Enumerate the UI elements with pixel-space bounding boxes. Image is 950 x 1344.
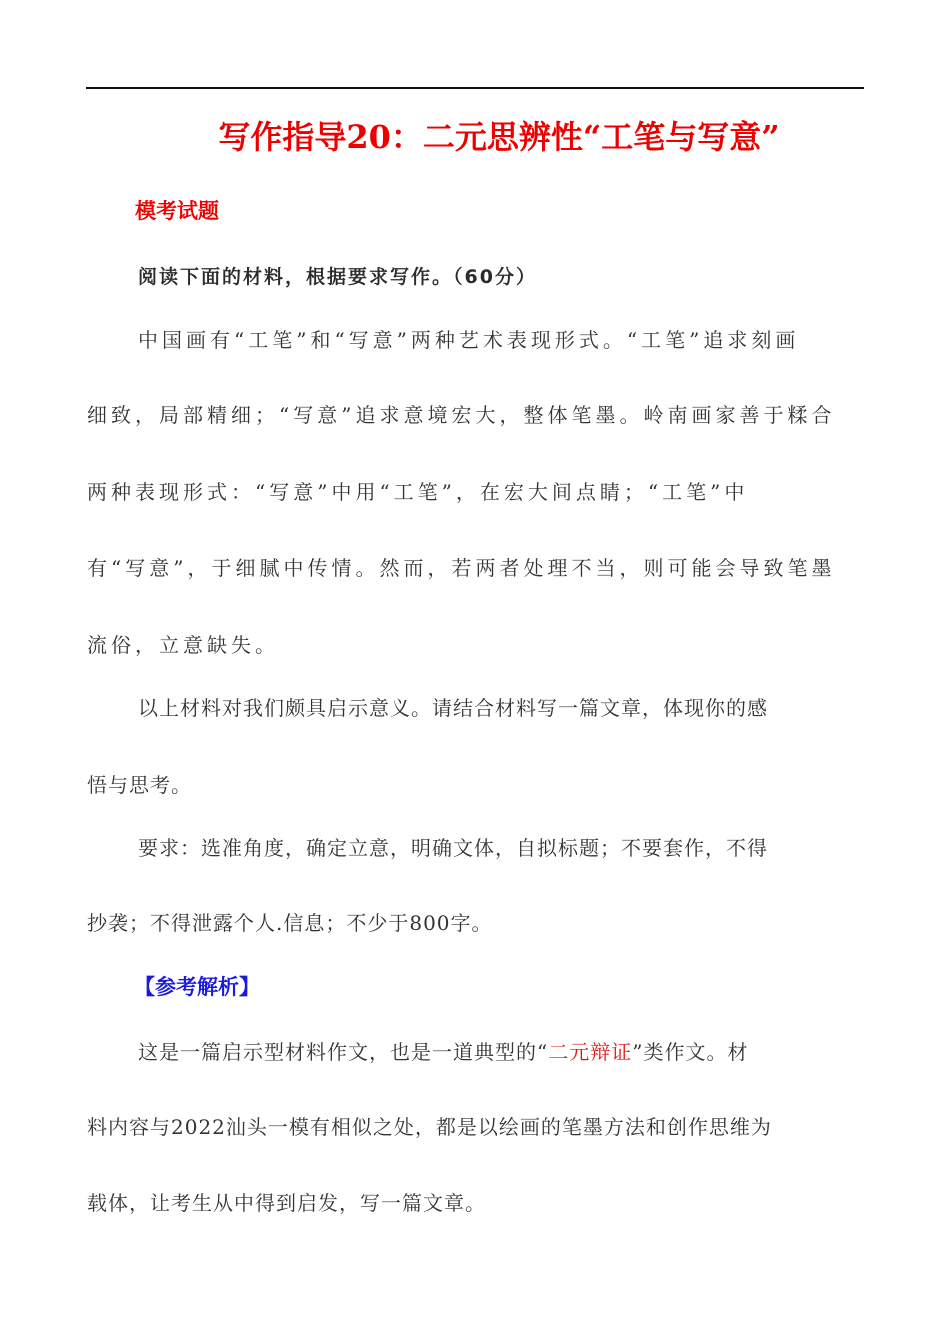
analysis-section-heading: 【参考解析】 [134, 975, 260, 999]
analysis-line-1-end: ”类作文。材 [632, 1040, 749, 1064]
analysis-line-3: 载体，让考生从中得到启发，写一篇文章。 [87, 1191, 486, 1215]
prompt-line-1: 以上材料对我们颇具启示意义。请结合材料写一篇文章，体现你的感 [138, 696, 768, 720]
document-title: 写作指导20：二元思辨性“工笔与写意” [218, 118, 780, 156]
header-rule [86, 87, 864, 89]
material-line-1: 中国画有“工笔”和“写意”两种艺术表现形式。“工笔”追求刻画 [138, 328, 800, 352]
prompt-line-2: 悟与思考。 [87, 773, 192, 797]
highlight-term: 二元辩证 [548, 1040, 633, 1064]
analysis-line-1-start: 这是一篇启示型材料作文，也是一道典型的“ [138, 1040, 549, 1064]
exam-section-heading: 模考试题 [135, 199, 219, 223]
material-line-4: 有“写意”，于细腻中传情。然而，若两者处理不当，则可能会导致笔墨 [87, 556, 836, 580]
exam-instruction: 阅读下面的材料，根据要求写作。（60分） [138, 266, 537, 288]
requirement-line-2: 抄袭；不得泄露个人.信息；不少于800字。 [87, 911, 493, 935]
requirement-line-1: 要求：选准角度，确定立意，明确文体，自拟标题；不要套作，不得 [138, 836, 768, 860]
material-line-3: 两种表现形式：“写意”中用“工笔”，在宏大间点睛；“工笔”中 [87, 480, 749, 504]
analysis-line-1 [138, 1037, 748, 1067]
analysis-line-2: 料内容与2022汕头一模有相似之处，都是以绘画的笔墨方法和创作思维为 [87, 1115, 772, 1139]
material-line-5: 流俗，立意缺失。 [87, 633, 279, 657]
material-line-2: 细致，局部精细；“写意”追求意境宏大，整体笔墨。岭南画家善于糅合 [87, 403, 836, 427]
